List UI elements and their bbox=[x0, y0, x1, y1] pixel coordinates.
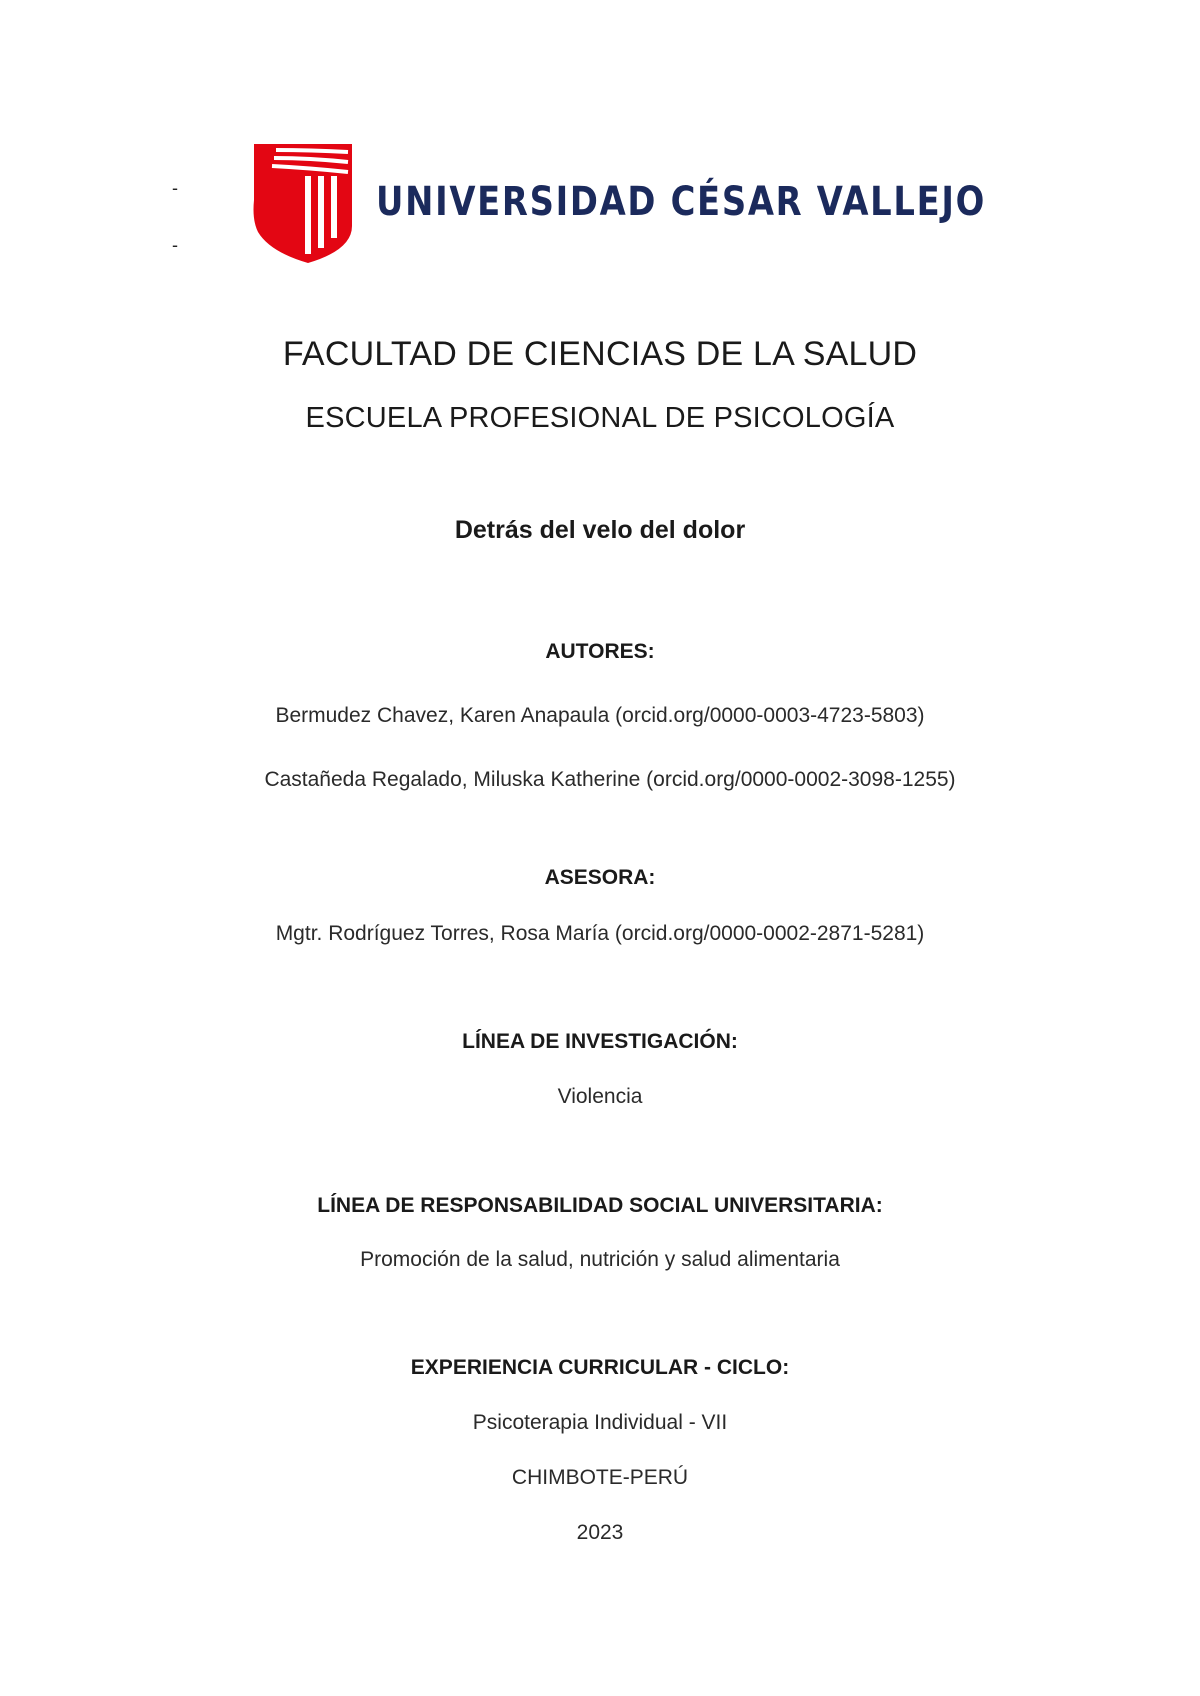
curricular-value: Psicoterapia Individual - VII bbox=[472, 1411, 728, 1434]
author-item: Castañeda Regalado, Miluska Katherine (orcid.org/0000-0002-3098-1255) bbox=[264, 768, 956, 791]
university-logo bbox=[250, 140, 1099, 265]
social-responsibility-heading: LÍNEA DE RESPONSABILIDAD SOCIAL UNIVERSITARIA: bbox=[317, 1194, 883, 1217]
research-line-heading: LÍNEA DE INVESTIGACIÓN: bbox=[462, 1030, 738, 1053]
authors-heading: AUTORES: bbox=[545, 640, 655, 663]
author-item: Bermudez Chavez, Karen Anapaula (orcid.org/0000-0003-4723-5803) bbox=[275, 704, 925, 727]
advisor-name: Mgtr. Rodríguez Torres, Rosa María (orcid.org/0000-0002-2871-5281) bbox=[275, 922, 925, 945]
margin-mark: - bbox=[172, 235, 178, 255]
document-title: Detrás del velo del dolor bbox=[454, 516, 746, 544]
social-responsibility-value: Promoción de la salud, nutrición y salud alimentaria bbox=[360, 1248, 840, 1271]
year: 2023 bbox=[576, 1521, 624, 1544]
university-name: UNIVERSIDAD CÉSAR VALLEJO bbox=[376, 179, 1099, 225]
school-name: ESCUELA PROFESIONAL DE PSICOLOGÍA bbox=[305, 402, 895, 434]
place: CHIMBOTE-PERÚ bbox=[511, 1466, 689, 1489]
margin-mark: - bbox=[172, 178, 178, 198]
advisor-heading: ASESORA: bbox=[544, 866, 656, 889]
research-line-value: Violencia bbox=[557, 1085, 643, 1108]
curricular-heading: EXPERIENCIA CURRICULAR - CICLO: bbox=[410, 1356, 790, 1379]
faculty-name: FACULTAD DE CIENCIAS DE LA SALUD bbox=[282, 335, 918, 373]
shield-icon bbox=[254, 144, 353, 263]
